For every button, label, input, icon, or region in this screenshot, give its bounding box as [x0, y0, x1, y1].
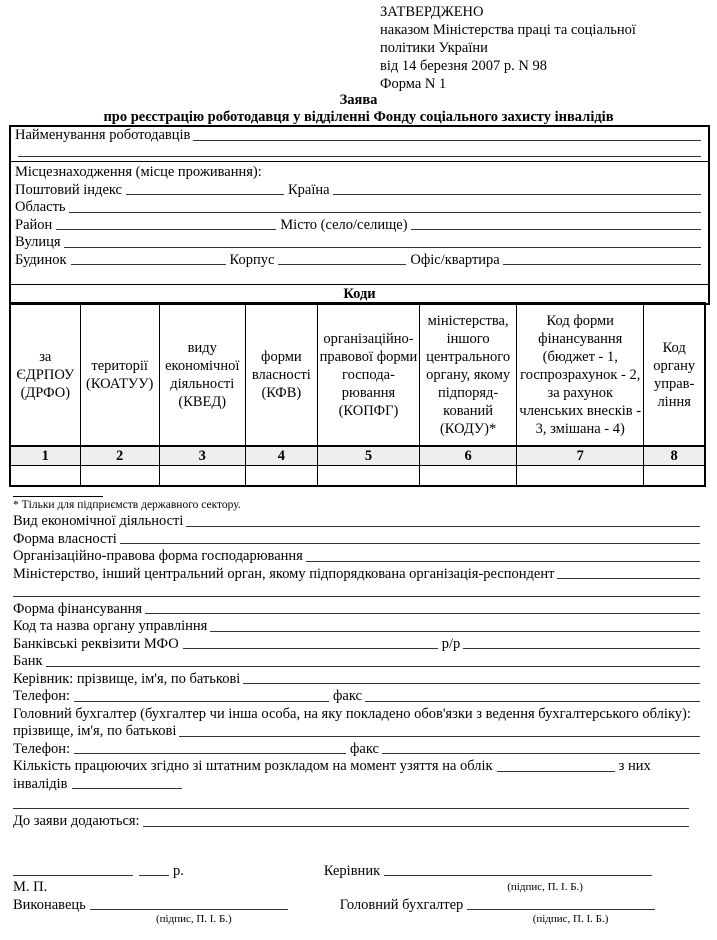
sig-hint: (підпис, П. І. Б.)	[156, 912, 232, 925]
district-field[interactable]	[56, 229, 276, 230]
code-cell[interactable]	[317, 466, 419, 486]
executor-label: Виконавець	[13, 896, 86, 913]
mfo-field[interactable]	[183, 648, 438, 649]
blank-line[interactable]	[13, 808, 689, 809]
mfo-label: Банківські реквізити МФО	[13, 635, 179, 652]
approval-line: від 14 березня 2007 р. N 98	[380, 58, 547, 74]
codes-table	[9, 302, 706, 487]
ownership-label: Форма власності	[13, 530, 117, 547]
details-section	[13, 485, 703, 831]
staff-count-label: Кількість працюючих згідно зі штатним розкладом на момент узяття на облік	[13, 758, 493, 774]
disabled-label: інвалідів	[13, 775, 68, 792]
code-cell[interactable]	[245, 466, 317, 486]
city-label: Місто (село/селище)	[280, 216, 408, 233]
code-cell[interactable]	[159, 466, 245, 486]
staff-of-label: з них	[618, 758, 651, 774]
ministry-field-2[interactable]	[13, 596, 700, 597]
account-label: р/р	[441, 635, 461, 652]
ministry-field[interactable]	[557, 578, 700, 579]
attached-field[interactable]	[143, 826, 689, 827]
footnote-divider	[13, 485, 103, 497]
sig-hint: (підпис, П. І. Б.)	[532, 912, 609, 925]
building-label: Будинок	[15, 251, 67, 268]
postal-field[interactable]	[126, 194, 284, 195]
col-header: форми власності (КФВ)	[245, 303, 317, 446]
sig-hint: (підпис, П. І. Б.)	[507, 880, 583, 893]
employer-box	[9, 125, 710, 305]
country-label: Країна	[288, 181, 330, 198]
mgmt-body-label: Код та назва органу управління	[13, 618, 208, 634]
year-suffix: р.	[173, 862, 184, 879]
korpus-label: Корпус	[229, 251, 275, 268]
code-cell[interactable]	[420, 466, 517, 486]
approval-line: наказом Міністерства праці та соціальної	[380, 22, 636, 38]
district-label: Район	[15, 216, 53, 233]
head-name-field[interactable]	[243, 683, 700, 684]
col-header: Код органу управ-ління	[644, 303, 705, 446]
phone2-label: Телефон:	[13, 740, 71, 757]
region-label: Область	[15, 199, 66, 215]
col-header: міністерства, іншого центрального органу, якому підпоряд-кований (КОДУ)*	[420, 303, 517, 446]
head-name-label: Керівник: прізвище, ім'я, по батькові	[13, 670, 241, 687]
location-heading: Місцезнаходження (місце проживання):	[15, 164, 262, 180]
stamp-label: М. П.	[13, 878, 48, 895]
bank-label: Банк	[13, 653, 43, 669]
head-sign-field[interactable]	[384, 875, 652, 876]
fax2-field[interactable]	[382, 753, 700, 754]
col-header: організаційно-правової форми господа-рювання (КОПФГ)	[317, 303, 419, 446]
accountant-name-field[interactable]	[179, 736, 700, 737]
code-cell[interactable]	[10, 466, 80, 486]
col-number: 4	[245, 446, 317, 466]
city-field[interactable]	[411, 229, 701, 230]
activity-field[interactable]	[186, 526, 700, 527]
bank-field[interactable]	[46, 666, 700, 667]
ministry-label: Міністерство, інший центральний орган, якому підпорядкована організація-респондент	[13, 565, 555, 582]
col-header: території (КОАТУУ)	[80, 303, 159, 446]
col-header: виду економічної діяльності (КВЕД)	[159, 303, 245, 446]
account-field[interactable]	[463, 648, 700, 649]
activity-label: Вид економічної діяльності	[13, 513, 184, 529]
code-cell[interactable]	[644, 466, 705, 486]
approval-line: Форма N 1	[380, 76, 447, 92]
name-field-2[interactable]	[18, 156, 701, 157]
office-label: Офіс/квартира	[410, 251, 500, 268]
date-field[interactable]	[13, 875, 133, 876]
financing-field[interactable]	[145, 613, 700, 614]
building-field[interactable]	[71, 264, 226, 265]
approval-line: ЗАТВЕРДЖЕНО	[380, 4, 484, 20]
head-sign-label: Керівник	[323, 862, 381, 879]
accountant-intro: Головний бухгалтер (бухгалтер чи інша особа, на яку покладено обов'язки з ведення бухгалтерського обліку):	[13, 705, 691, 722]
col-number: 5	[317, 446, 419, 466]
col-number: 8	[644, 446, 705, 466]
signatures	[13, 862, 713, 928]
phone2-field[interactable]	[74, 753, 346, 754]
year-field[interactable]	[139, 875, 169, 876]
accountant-name-label: прізвище, ім'я, по батькові	[13, 723, 177, 739]
region-field[interactable]	[69, 212, 701, 213]
chief-accountant-label: Головний бухгалтер	[339, 896, 464, 913]
ownership-field[interactable]	[120, 543, 700, 544]
staff-count-field[interactable]	[497, 771, 615, 772]
country-field[interactable]	[333, 194, 701, 195]
col-header: Код форми фінансування (бюджет - 1, госпрозрахунок - 2, за рахунок членських внесків - 3, змішана - 4)	[517, 303, 644, 446]
street-field[interactable]	[64, 247, 701, 248]
col-number: 1	[10, 446, 80, 466]
col-number: 2	[80, 446, 159, 466]
phone-label: Телефон:	[13, 688, 71, 704]
korpus-field[interactable]	[278, 264, 406, 265]
legal-form-label: Організаційно-правова форма господарювання	[13, 548, 303, 564]
postal-label: Поштовий індекс	[15, 181, 122, 198]
financing-label: Форма фінансування	[13, 600, 143, 617]
col-header: за ЄДРПОУ (ДРФО)	[10, 303, 80, 446]
attached-label: До заяви додаються:	[13, 813, 140, 829]
approval-block	[380, 3, 636, 93]
col-number: 6	[420, 446, 517, 466]
name-field[interactable]	[193, 140, 701, 141]
approval-line: політики України	[380, 40, 488, 56]
mgmt-body-field[interactable]	[210, 631, 700, 632]
col-number: 3	[159, 446, 245, 466]
phone-field[interactable]	[74, 701, 329, 702]
street-label: Вулиця	[15, 234, 61, 250]
form-title: Заява	[339, 92, 378, 108]
office-field[interactable]	[503, 264, 701, 265]
fax2-label: факс	[350, 740, 379, 757]
name-label: Найменування роботодавців	[15, 127, 191, 143]
col-number: 7	[517, 446, 644, 466]
legal-form-field[interactable]	[306, 561, 700, 562]
disabled-field[interactable]	[72, 788, 182, 789]
code-cell[interactable]	[80, 466, 159, 486]
fax-field[interactable]	[365, 701, 700, 702]
codes-heading: Коди	[11, 285, 708, 305]
code-cell[interactable]	[517, 466, 644, 486]
footnote: * Тільки для підприємств державного сектору.	[13, 499, 241, 511]
fax-label: факс	[333, 688, 362, 704]
form-subtitle: про реєстрацію роботодавця у відділенні Фонду соціального захисту інвалідів	[103, 109, 614, 125]
